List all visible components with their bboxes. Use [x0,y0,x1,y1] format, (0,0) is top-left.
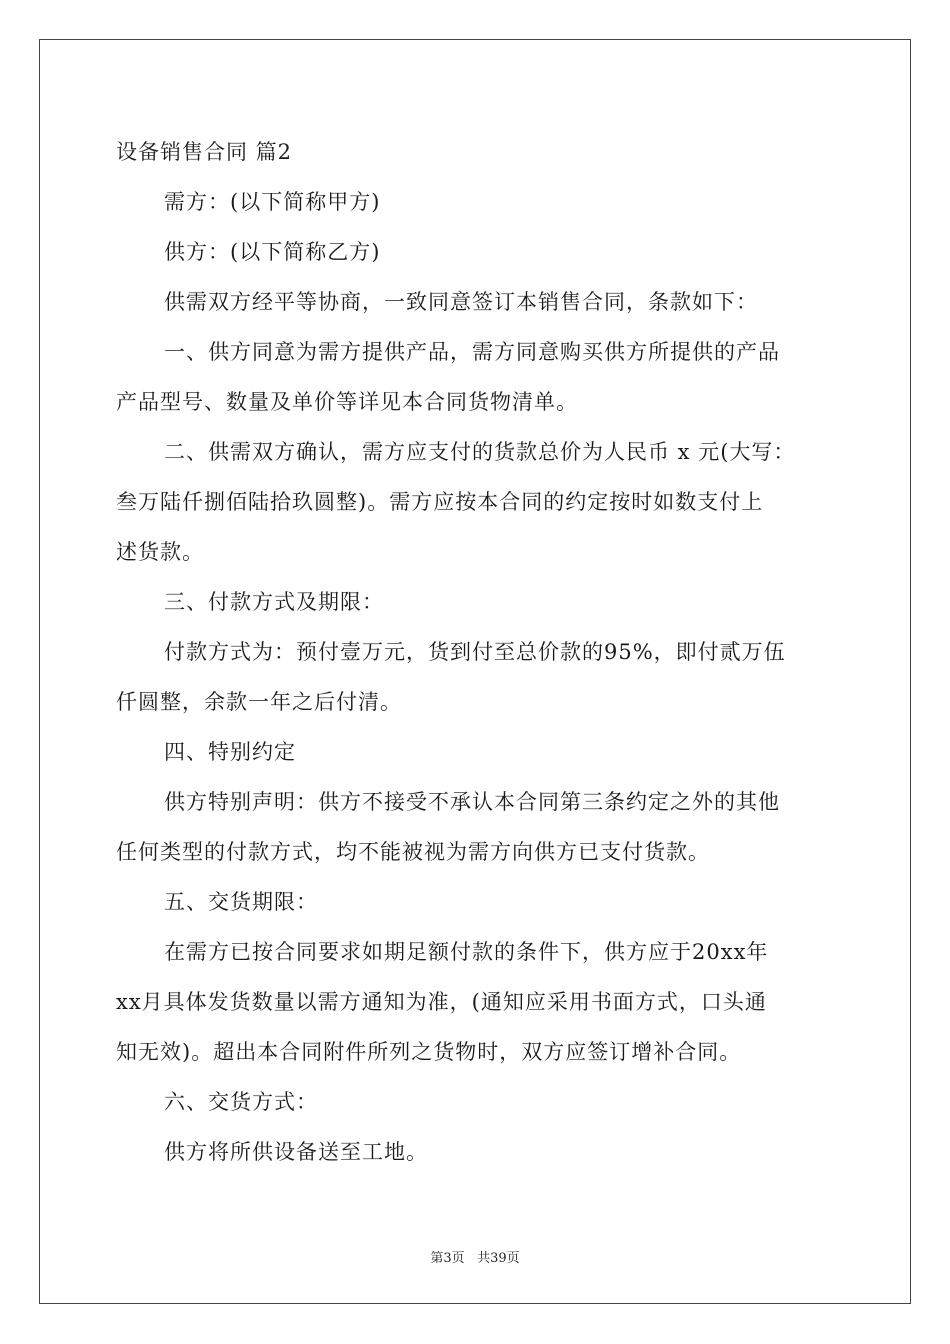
paragraph-line: 供方将所供设备送至工地。 [164,1140,428,1164]
paragraph-line: 二、供需双方确认，需方应支付的货款总价为人民币 x 元(大写： [164,440,796,464]
section-heading: 三、付款方式及期限： [164,590,384,614]
paragraph-line: 任何类型的付款方式，均不能被视为需方向供方已支付货款。 [116,840,710,864]
paragraph-line: 知无效)。超出本合同附件所列之货物时，双方应签订增补合同。 [116,1040,742,1064]
paragraph-line: 供方特别声明：供方不接受不承认本合同第三条约定之外的其他 [164,790,780,814]
document-body [116,127,836,1177]
paragraph-line: 仟圆整，余款一年之后付清。 [116,690,402,714]
paragraph-line: 供需双方经平等协商，一致同意签订本销售合同，条款如下： [164,290,758,314]
paragraph-line: 付款方式为：预付壹万元，货到付至总价款的95%，即付贰万伍 [164,640,786,664]
seller-line: 供方：(以下简称乙方) [164,240,381,264]
doc-title: 设备销售合同 篇2 [116,140,293,164]
page-footer [0,1247,950,1266]
paragraph-line: 一、供方同意为需方提供产品，需方同意购买供方所提供的产品 [164,340,780,364]
paragraph-line: 在需方已按合同要求如期足额付款的条件下，供方应于20xx年 [164,940,769,964]
page-total: 共39页 [477,1251,520,1266]
paragraph-line: xx月具体发货数量以需方通知为准，(通知应采用书面方式，口头通 [116,990,767,1014]
section-heading: 四、特别约定 [164,740,296,764]
section-heading: 五、交货期限： [164,890,318,914]
paragraph-line: 叁万陆仟捌佰陆拾玖圆整)。需方应按本合同的约定按时如数支付上 [116,490,764,514]
paragraph-line: 述货款。 [116,540,204,564]
paragraph-line: 产品型号、数量及单价等详见本合同货物清单。 [116,390,578,414]
section-heading: 六、交货方式： [164,1090,318,1114]
page-number: 第3页 [430,1251,465,1266]
buyer-line: 需方：(以下简称甲方) [164,190,381,214]
